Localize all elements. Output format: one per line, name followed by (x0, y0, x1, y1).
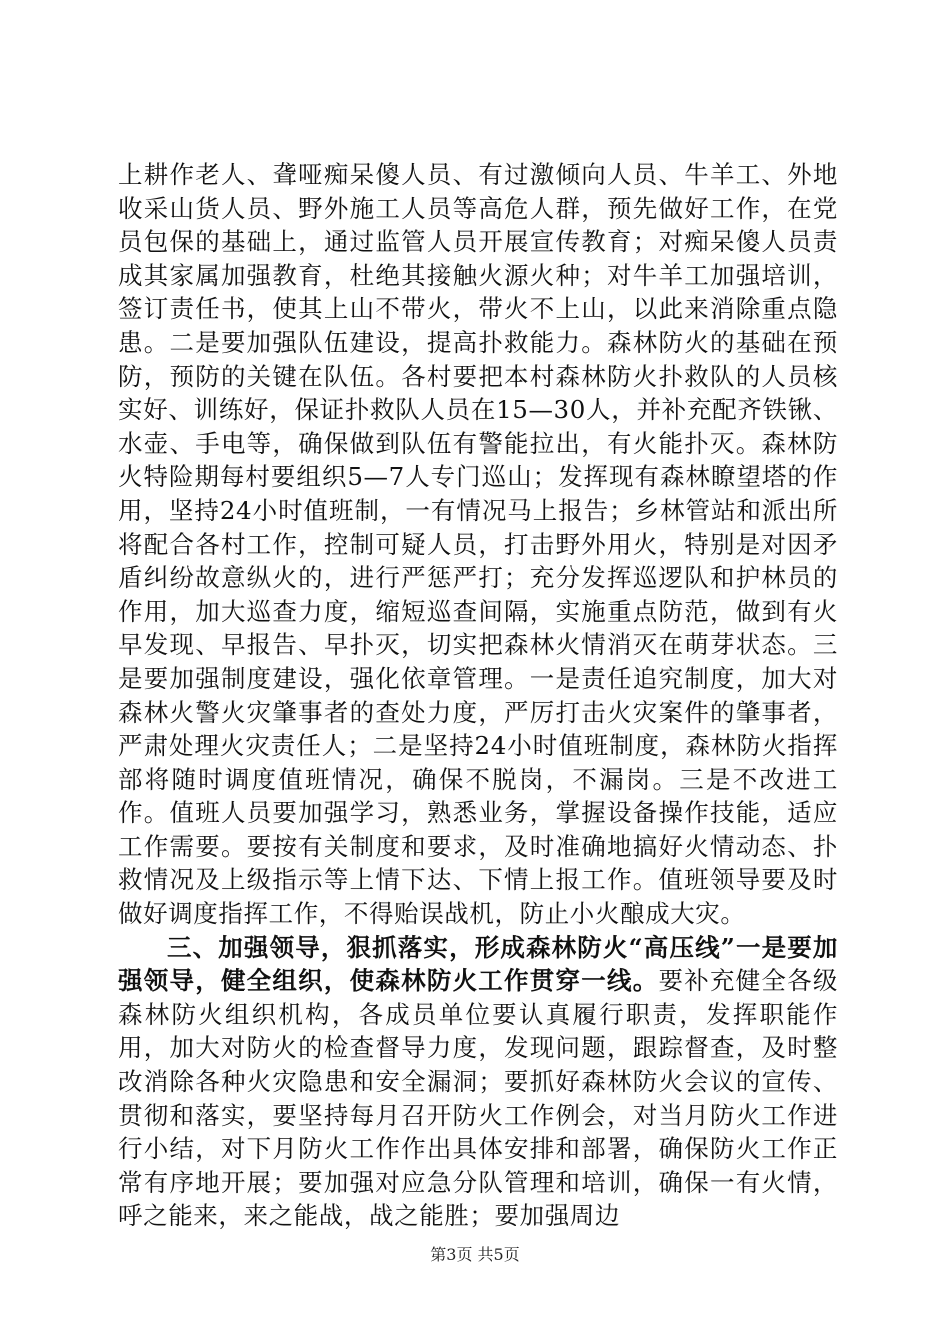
document-body (118, 158, 838, 1233)
section-three-text: 要补充健全各级森林防火组织机构，各成员单位要认真履行职责，发挥职能作用，加大对防火的检查督导力度，发现问题，跟踪督查，及时整改消除各种火灾隐患和安全漏洞；要抓好森林防火会议的宣传、贯彻和落实，要坚持每月召开防火工作例会，对当月防火工作进行小结，对下月防火工作作出具体安排和部署，确保防火工作正常有序地开展；要加强对应急分队管理和培训，确保一有火情，呼之能来，来之能战，战之能胜；要加强周边 (118, 966, 838, 1231)
page-footer: 第3页 共5页 (430, 1245, 520, 1264)
body-paragraph: 上耕作老人、聋哑痴呆傻人员、有过激倾向人员、牛羊工、外地收采山货人员、野外施工人员等高危人群，预先做好工作，在党员包保的基础上，通过监管人员开展宣传教育；对痴呆傻人员责成其家属加强教育，杜绝其接触火源火种；对牛羊工加强培训，签订责任书，使其上山不带火，带火不上山，以此来消除重点隐患。二是要加强队伍建设，提高扑救能力。森林防火的基础在预防，预防的关键在队伍。各村要把本村森林防火扑救队的人员核实好、训练好，保证扑救队人员在15—30人，并补充配齐铁锹、水壶、手电等，确保做到队伍有警能拉出，有火能扑灭。森林防火特险期每村要组织5—7人专门巡山；发挥现有森林瞭望塔的作用，坚持24小时值班制，一有情况马上报告；乡林管站和派出所将配合各村工作，控制可疑人员，打击野外用火，特别是对因矛盾纠纷故意纵火的，进行严惩严打；充分发挥巡逻队和护林员的作用，加大巡查力度，缩短巡查间隔，实施重点防范，做到有火早发现、早报告、早扑灭，切实把森林火情消灭在萌芽状态。三是要加强制度建设，强化依章管理。一是责任追究制度，加大对森林火警火灾肇事者的查处力度，严厉打击火灾案件的肇事者，严肃处理火灾责任人；二是坚持24小时值班制度，森林防火指挥部将随时调度值班情况，确保不脱岗，不漏岗。三是不改进工作。值班人员要加强学习，熟悉业务，掌握设备操作技能，适应工作需要。要按有关制度和要求，及时准确地搞好火情动态、扑救情况及上级指示等上情下达、下情上报工作。值班领导要及时做好调度指挥工作，不得贻误战机，防止小火酿成大灾。 (118, 160, 838, 929)
section-three-paragraph (118, 931, 838, 1233)
section-three-heading: 三、加强领导，狠抓落实，形成森林防火“高压线”一是要加强领导，健全组织，使森林防火工作贯穿一线。 (118, 932, 838, 996)
